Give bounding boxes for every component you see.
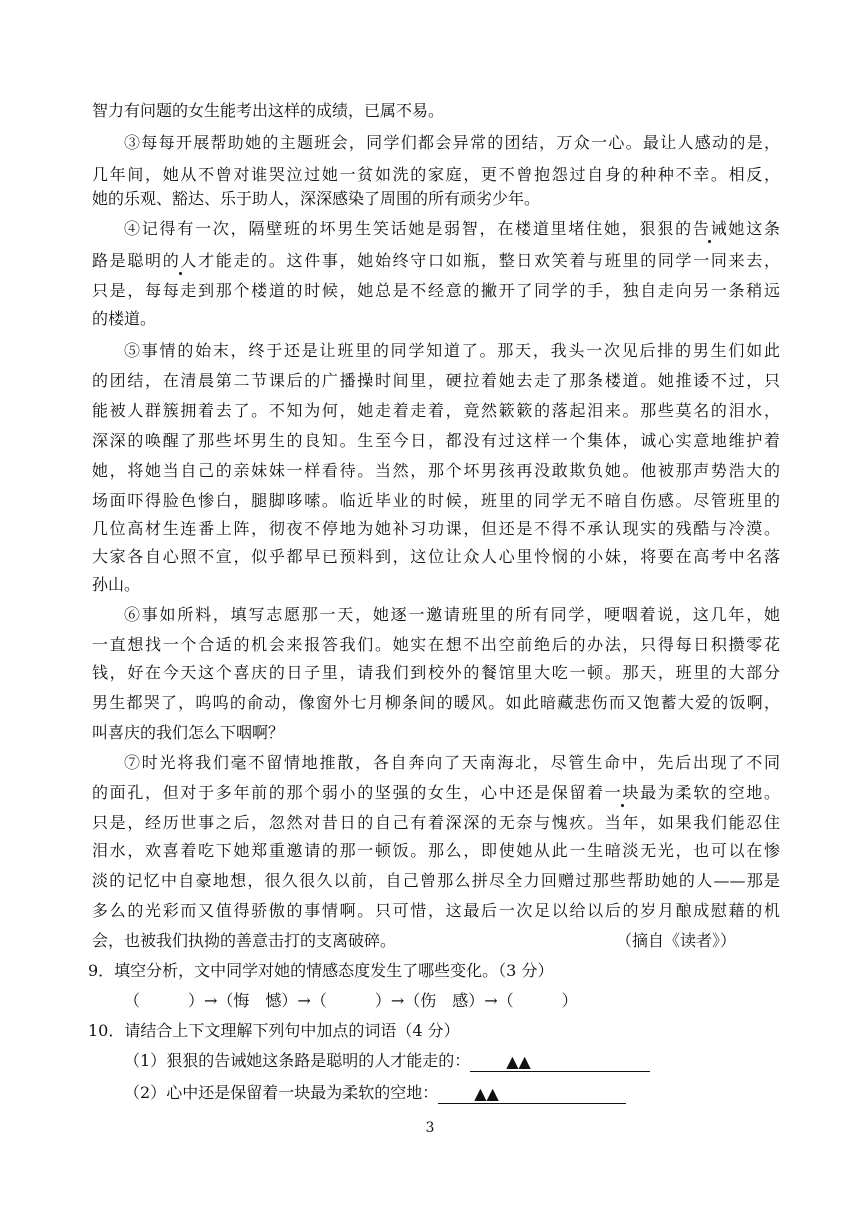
paragraph-7-line: 泪水，欢喜着吃下她郑重邀请的那一顿饭。那么，即使她从此一生暗淡无光，也可以在惨: [92, 841, 780, 860]
paragraph-4-text: ④记得有一次，隔壁班的坏男生笑话她是弱智，在楼道里堵住她，: [124, 219, 640, 238]
paragraph-5-line: 深深的唤醒了那些坏男生的良知。生至今日，都没有过这样一个集体，诚心实意地维护着: [92, 431, 780, 450]
paragraph-4-line: [124, 218, 780, 240]
paragraph-7-line: 只是，经历世事之后，忽然对昔日的自己有着深深的无奈与愧疚。当年，如果我们能忍住: [92, 813, 780, 832]
paragraph-4-line: 的楼道。: [92, 309, 157, 328]
answer-blank-1[interactable]: [470, 1051, 650, 1072]
paragraph-4-line: [92, 250, 780, 272]
question-10-item-2: [124, 1082, 812, 1104]
answer-mark: ▲▲: [474, 1084, 499, 1103]
item-text: 心中还是保留着一块最为柔软的空地：: [166, 1083, 439, 1102]
paragraph-5-line: 大家各自心照不宣，似乎都早已预料到，这位让众人心里怜悯的小妹，将要在高考中名落: [92, 547, 780, 566]
paragraph-7-line: [92, 930, 780, 952]
paragraph-5-line: 几位高材生连番上阵，彻夜不停地为她补习功课，但还是不得不承认现实的残酷与冷漠。: [92, 519, 780, 538]
question-9: 9．填空分析，文中同学对她的情感态度发生了哪些变化。（3 分）: [88, 961, 554, 980]
paragraph-5-line: 她，将她当自己的亲妹妹一样看待。当然，那个坏男孩再没敢欺负她。他被那声势浩大的: [92, 461, 780, 480]
question-9-blanks[interactable]: （ ）→（悔 憾）→（ ）→（伤 感）→（ ）: [124, 991, 578, 1010]
paragraph-line: 智力有问题的女生能考出这样的成绩，已属不易。: [92, 101, 445, 120]
paragraph-6-line: 叫喜庆的我们怎么下咽啊？: [92, 723, 285, 742]
emphasized-phrase-1-cont: 路是聪明的人才能走的: [92, 251, 269, 270]
source-citation: （摘自《读者》）: [615, 931, 736, 950]
paragraph-6-line: ⑥事如所料，填写志愿那一天，她逐一邀请班里的所有同学，哽咽着说，这几年，她: [124, 605, 780, 624]
paragraph-7-text: 会，也被我们执拗的善意击打的支离破碎。: [92, 931, 397, 950]
paragraph-7-text: 。: [763, 783, 780, 802]
item-number: （2）: [124, 1083, 167, 1102]
answer-blank-2[interactable]: [438, 1083, 626, 1104]
paragraph-7-line: 淡的记忆中自豪地想，很久很久以前，自己曾那么拼尽全力回赠过那些帮助她的人——那是: [92, 871, 780, 890]
paragraph-4-line: 只是，每每走到那个楼道的时候，她总是不经意的撇开了同学的手，独自走向另一条稍远: [92, 281, 780, 300]
emphasized-phrase-1: 狠狠的告诫她这条: [639, 219, 780, 238]
question-10: 10．请结合上下文理解下列句中加点的词语（4 分）: [88, 1021, 460, 1040]
item-text: 狠狠的告诫她这条路是聪明的人才能走的：: [166, 1051, 471, 1070]
paragraph-6-line: 一直想找一个合适的机会来报答我们。她实在想不出空前绝后的办法，只得每日积攒零花: [92, 635, 780, 654]
paragraph-5-line: 孙山。: [92, 575, 141, 594]
paragraph-4-text: 。这件事，她始终守口如瓶，整日欢笑着与班里的同学一同来去，: [268, 251, 780, 270]
paragraph-3-line: ③每每开展帮助她的主题班会，同学们都会异常的团结，万众一心。最让人感动的是，: [124, 133, 780, 152]
paragraph-6-line: 钱，好在今天这个喜庆的日子里，请我们到校外的餐馆里大吃一顿。那天，班里的大部分: [92, 663, 780, 682]
paragraph-5-line: 场面吓得脸色惨白，腿脚哆嗦。临近毕业的时候，班里的同学无不暗自伤感。尽管班里的: [92, 491, 780, 510]
page-number: 3: [425, 1120, 435, 1136]
paragraph-7-text: 的面孔，但对于多年前的那个弱小的坚强的女生，: [92, 783, 482, 802]
paragraph-3-line: 她的乐观、豁达、乐于助人，深深感染了周围的所有顽劣少年。: [92, 189, 541, 208]
question-10-item-1: [124, 1050, 812, 1072]
paragraph-6-line: 男生都哭了，呜呜的俞动，像窗外七月柳条间的暖风。如此暗藏悲伤而又饱蓄大爱的饭啊，: [92, 693, 780, 712]
paragraph-7-line: 多么的光彩而又值得骄傲的事情啊。只可惜，这最后一次足以给以后的岁月酿成慰藉的机: [92, 901, 780, 920]
item-number: （1）: [124, 1051, 167, 1070]
answer-mark: ▲▲: [506, 1052, 531, 1071]
paragraph-5-line: 的团结，在清晨第二节课后的广播操时间里，硬拉着她去走了那条楼道。她推诿不过，只: [92, 371, 780, 390]
paragraph-5-line: 能被人群簇拥着去了。不知为何，她走着走着，竟然簌簌的落起泪来。那些莫名的泪水，: [92, 401, 780, 420]
emphasized-phrase-2: 心中还是保留着一块最为柔软的空地: [481, 783, 764, 802]
paragraph-5-line: ⑤事情的始末，终于还是让班里的同学知道了。那天，我头一次见后排的男生们如此: [124, 341, 780, 360]
paragraph-7-line: ⑦时光将我们毫不留情地推散，各自奔向了天南海北，尽管生命中，先后出现了不同: [124, 753, 780, 772]
paragraph-3-line: 几年间，她从不曾对谁哭泣过她一贫如洗的家庭，更不曾抱怨过自身的种种不幸。相反，: [92, 165, 780, 184]
paragraph-7-line: [92, 782, 780, 804]
